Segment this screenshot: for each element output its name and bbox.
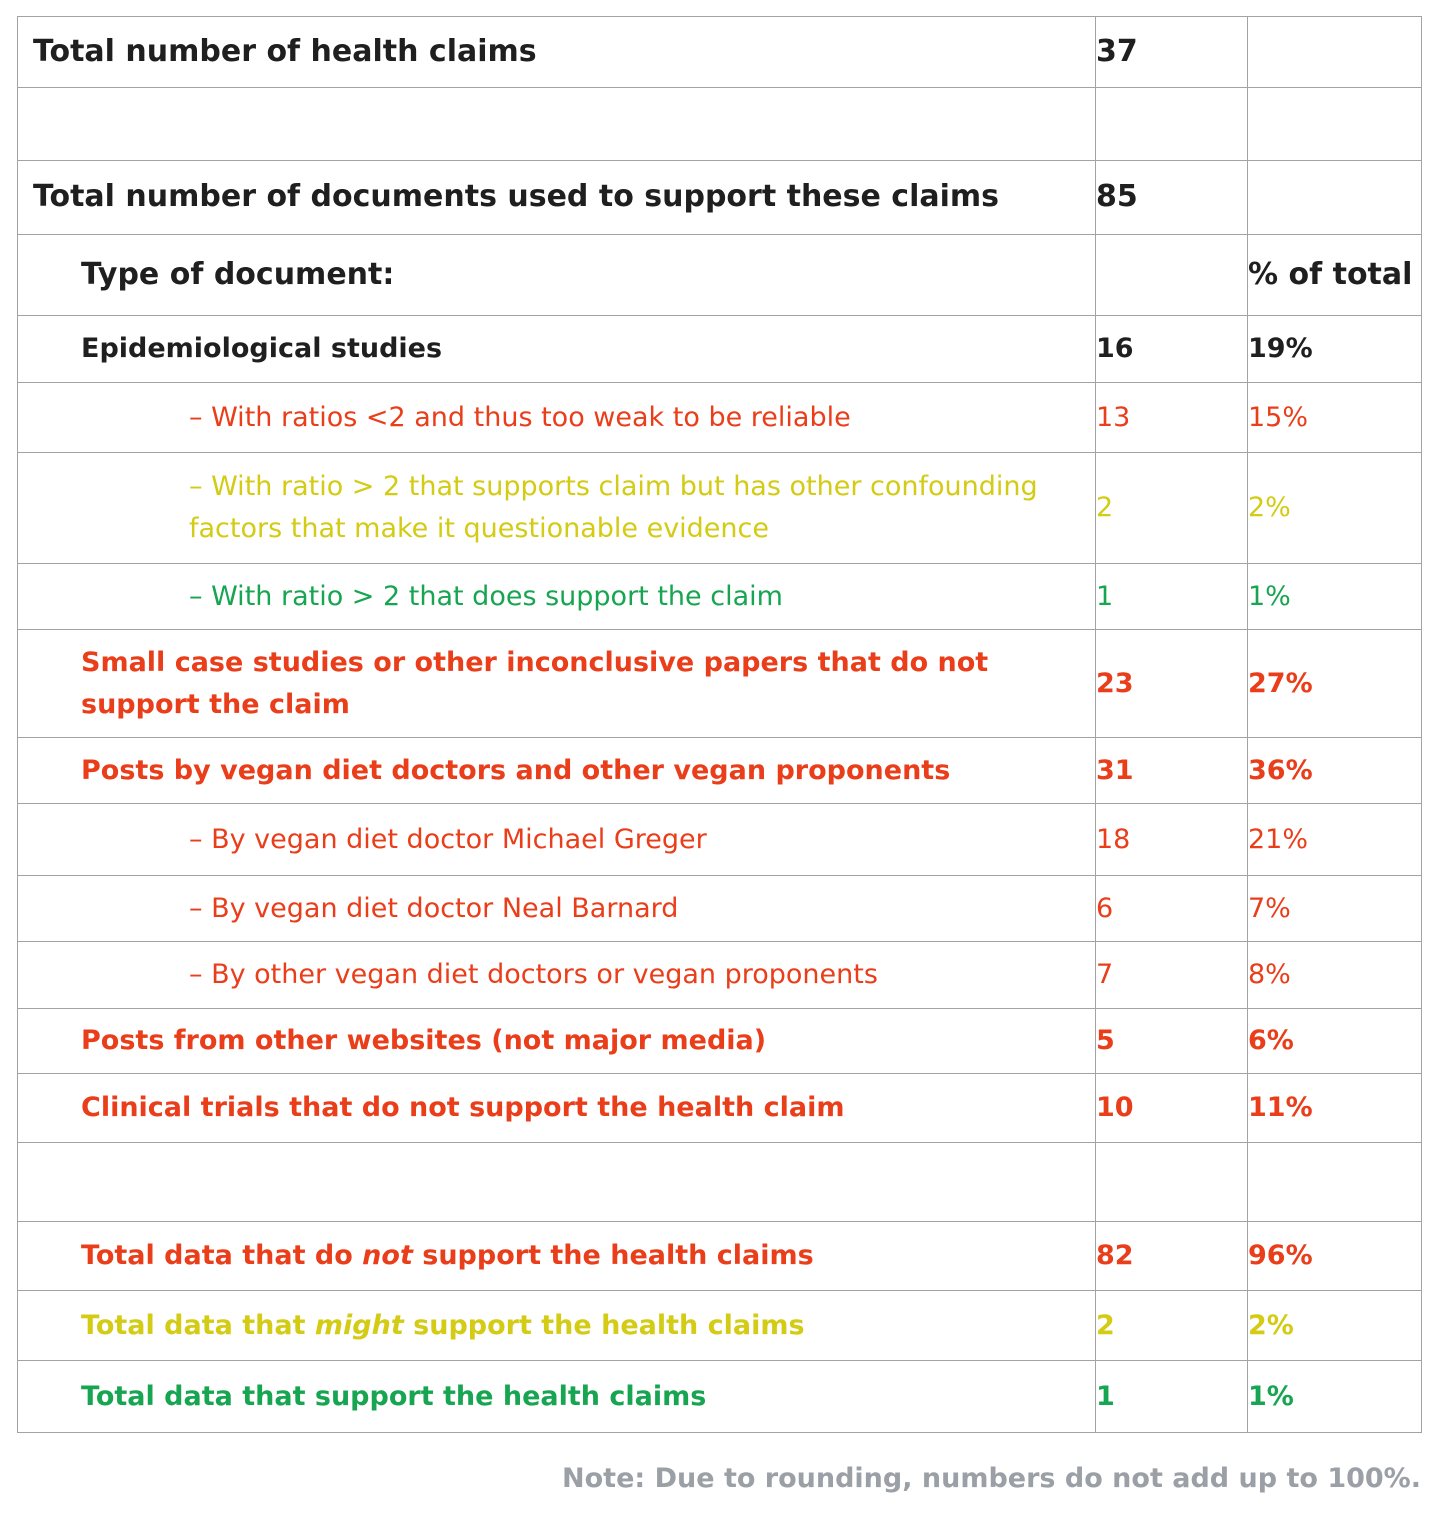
row-epidemiological-studies — [18, 316, 1422, 383]
percent-cell: 2% — [1248, 1291, 1422, 1361]
label-cell — [18, 1143, 1096, 1222]
row-ratio-gt2-confounded — [18, 453, 1422, 564]
percent-cell: 96% — [1248, 1222, 1422, 1291]
label-text: support the health claims — [412, 1240, 814, 1272]
row-total-documents — [18, 161, 1422, 235]
percent-cell: 7% — [1248, 876, 1422, 942]
row-spacer-2 — [18, 1143, 1422, 1222]
row-neal-barnard — [18, 876, 1422, 942]
label-text: support the health claims — [403, 1309, 805, 1341]
percent-cell: 6% — [1248, 1009, 1422, 1074]
row-posts-vegan-doctors — [18, 738, 1422, 804]
label-italic-word: not — [362, 1240, 413, 1272]
value-cell — [1096, 235, 1248, 316]
label-cell: Posts by vegan diet doctors and other vegan proponents — [18, 738, 1096, 804]
row-total-support — [18, 1361, 1422, 1433]
label-cell — [18, 1222, 1096, 1291]
label-cell: – By vegan diet doctor Neal Barnard — [18, 876, 1096, 942]
label-cell: Total number of documents used to support these claims — [18, 161, 1096, 235]
value-cell: 37 — [1096, 17, 1248, 88]
label-cell — [18, 88, 1096, 161]
value-cell: 31 — [1096, 738, 1248, 804]
value-cell: 82 — [1096, 1222, 1248, 1291]
label-cell: Total number of health claims — [18, 17, 1096, 88]
value-cell: 6 — [1096, 876, 1248, 942]
label-cell: – By vegan diet doctor Michael Greger — [18, 804, 1096, 876]
value-cell: 13 — [1096, 383, 1248, 453]
label-text: Total data that — [81, 1309, 315, 1341]
label-cell: – With ratios <2 and thus too weak to be reliable — [18, 383, 1096, 453]
value-cell: 7 — [1096, 942, 1248, 1009]
value-cell: 18 — [1096, 804, 1248, 876]
value-cell: 5 — [1096, 1009, 1248, 1074]
label-cell: Clinical trials that do not support the health claim — [18, 1074, 1096, 1143]
percent-cell — [1248, 88, 1422, 161]
percent-cell — [1248, 1143, 1422, 1222]
label-cell: – With ratio > 2 that supports claim but has other confounding factors that make it questionable evidence — [18, 453, 1096, 564]
row-small-case-studies — [18, 630, 1422, 738]
percent-cell: 8% — [1248, 942, 1422, 1009]
percent-cell — [1248, 17, 1422, 88]
value-cell: 1 — [1096, 564, 1248, 630]
value-cell: 85 — [1096, 161, 1248, 235]
row-spacer-1 — [18, 88, 1422, 161]
health-claims-table — [17, 16, 1422, 1433]
value-cell: 2 — [1096, 453, 1248, 564]
label-cell: Epidemiological studies — [18, 316, 1096, 383]
percent-cell: 36% — [1248, 738, 1422, 804]
row-other-vegan-doctors — [18, 942, 1422, 1009]
percent-cell: 21% — [1248, 804, 1422, 876]
percent-cell: 1% — [1248, 564, 1422, 630]
percent-cell: 15% — [1248, 383, 1422, 453]
label-italic-word: might — [314, 1309, 404, 1341]
label-cell — [18, 1291, 1096, 1361]
label-cell: Small case studies or other inconclusive papers that do not support the claim — [18, 630, 1096, 738]
row-ratios-lt2-weak — [18, 383, 1422, 453]
percent-cell: 11% — [1248, 1074, 1422, 1143]
label-cell: Total data that support the health claims — [18, 1361, 1096, 1433]
label-cell: – By other vegan diet doctors or vegan proponents — [18, 942, 1096, 1009]
row-type-of-document-header — [18, 235, 1422, 316]
value-cell: 2 — [1096, 1291, 1248, 1361]
label-text: Total data that do — [81, 1240, 363, 1272]
percent-cell: 2% — [1248, 453, 1422, 564]
value-cell — [1096, 1143, 1248, 1222]
rounding-note: Note: Due to rounding, numbers do not add up to 100%. — [562, 1463, 1421, 1494]
value-cell: 1 — [1096, 1361, 1248, 1433]
percent-cell — [1248, 161, 1422, 235]
row-other-websites — [18, 1009, 1422, 1074]
value-cell — [1096, 88, 1248, 161]
row-total-health-claims — [18, 17, 1422, 88]
label-cell: Posts from other websites (not major media) — [18, 1009, 1096, 1074]
value-cell: 23 — [1096, 630, 1248, 738]
label-cell: Type of document: — [18, 235, 1096, 316]
label-cell: – With ratio > 2 that does support the claim — [18, 564, 1096, 630]
row-total-might-support — [18, 1291, 1422, 1361]
row-total-not-support — [18, 1222, 1422, 1291]
value-cell: 16 — [1096, 316, 1248, 383]
value-cell: 10 — [1096, 1074, 1248, 1143]
percent-header-cell: % of total — [1248, 235, 1422, 316]
percent-cell: 1% — [1248, 1361, 1422, 1433]
row-clinical-trials — [18, 1074, 1422, 1143]
row-michael-greger — [18, 804, 1422, 876]
percent-cell: 27% — [1248, 630, 1422, 738]
row-ratio-gt2-supports — [18, 564, 1422, 630]
percent-cell: 19% — [1248, 316, 1422, 383]
